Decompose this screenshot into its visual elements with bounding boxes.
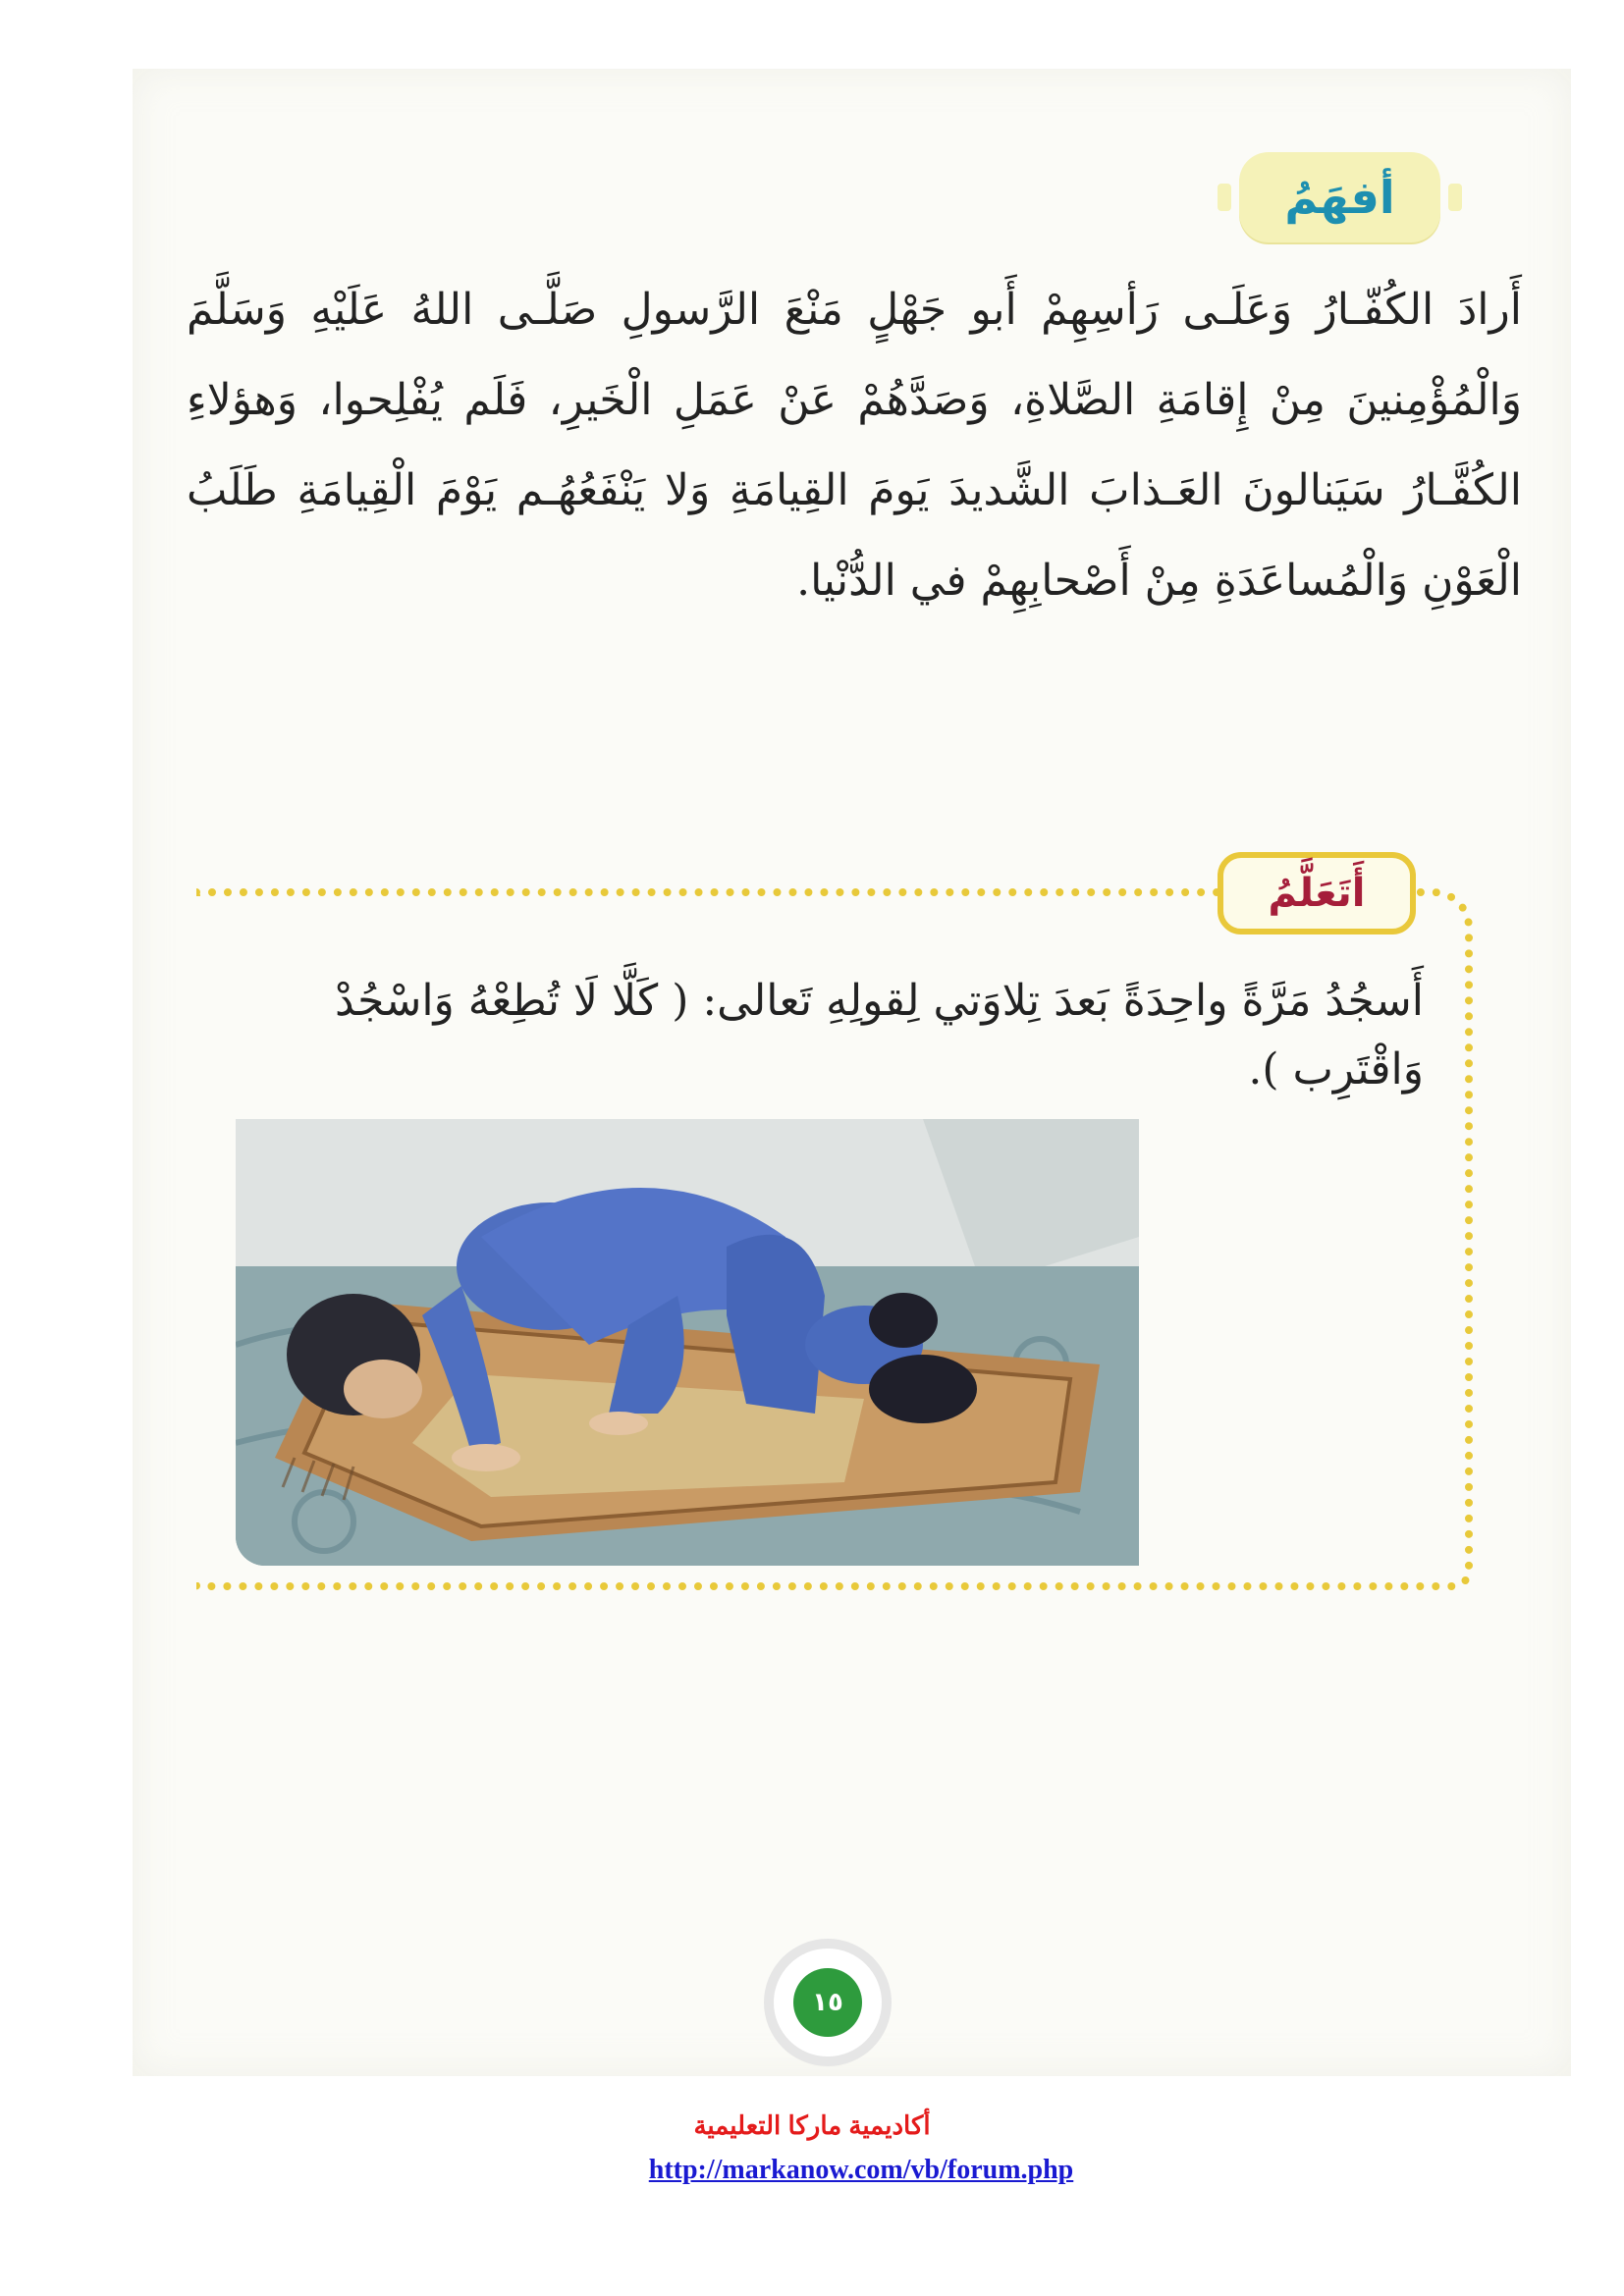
understand-paragraph: أَرادَ الكُفّـارُ وَعَلَـى رَأسِهِمْ أَبو جَهْلٍ مَنْعَ الرَّسولِ صَلَّـى اللهُ عَلَيْهِ وَسَلَّمَ وَالْمُؤْمِنينَ مِنْ إِقامَةِ الصَّلاةِ، وَصَدَّهُمْ عَنْ عَمَلِ الْخَيرِ، فَلَم يُفْلِحوا، وَهؤلاءِ الكُفَّـارُ سَيَنالونَ العَـذابَ الشَّديدَ يَومَ القِيامَةِ وَلا يَنْفَعُهُـم يَوْمَ الْقِيامَةِ طَلَبُ الْعَوْنِ وَالْمُساعَدَةِ مِنْ أَصْحابِهِمْ في الدُّنْيا. <box>187 285 1522 606</box>
learn-heading-badge <box>1218 852 1416 934</box>
learn-heading: أَتَعَلَّمُ <box>1268 871 1366 916</box>
footer-title: أكاديمية ماركا التعليمية <box>693 2110 931 2140</box>
understand-heading: أفهَمُ <box>1284 171 1395 224</box>
understand-heading-badge <box>1239 152 1440 242</box>
page-number: ١٥ <box>793 1968 862 2037</box>
learn-text: أَسجُدُ مَرَّةً واحِدَةً بَعدَ تِلاوَتي لِقولِهِ تَعالى: ( كَلَّا لَا تُطِعْهُ وَاسْجُدْ وَاقْتَرِب ). <box>334 976 1424 1095</box>
prayer-illustration <box>236 1119 1139 1566</box>
footer-link[interactable]: http://markanow.com/vb/forum.php <box>648 2155 1074 2185</box>
praying-child-image <box>236 1119 1139 1566</box>
page-number-badge <box>774 1949 882 2056</box>
